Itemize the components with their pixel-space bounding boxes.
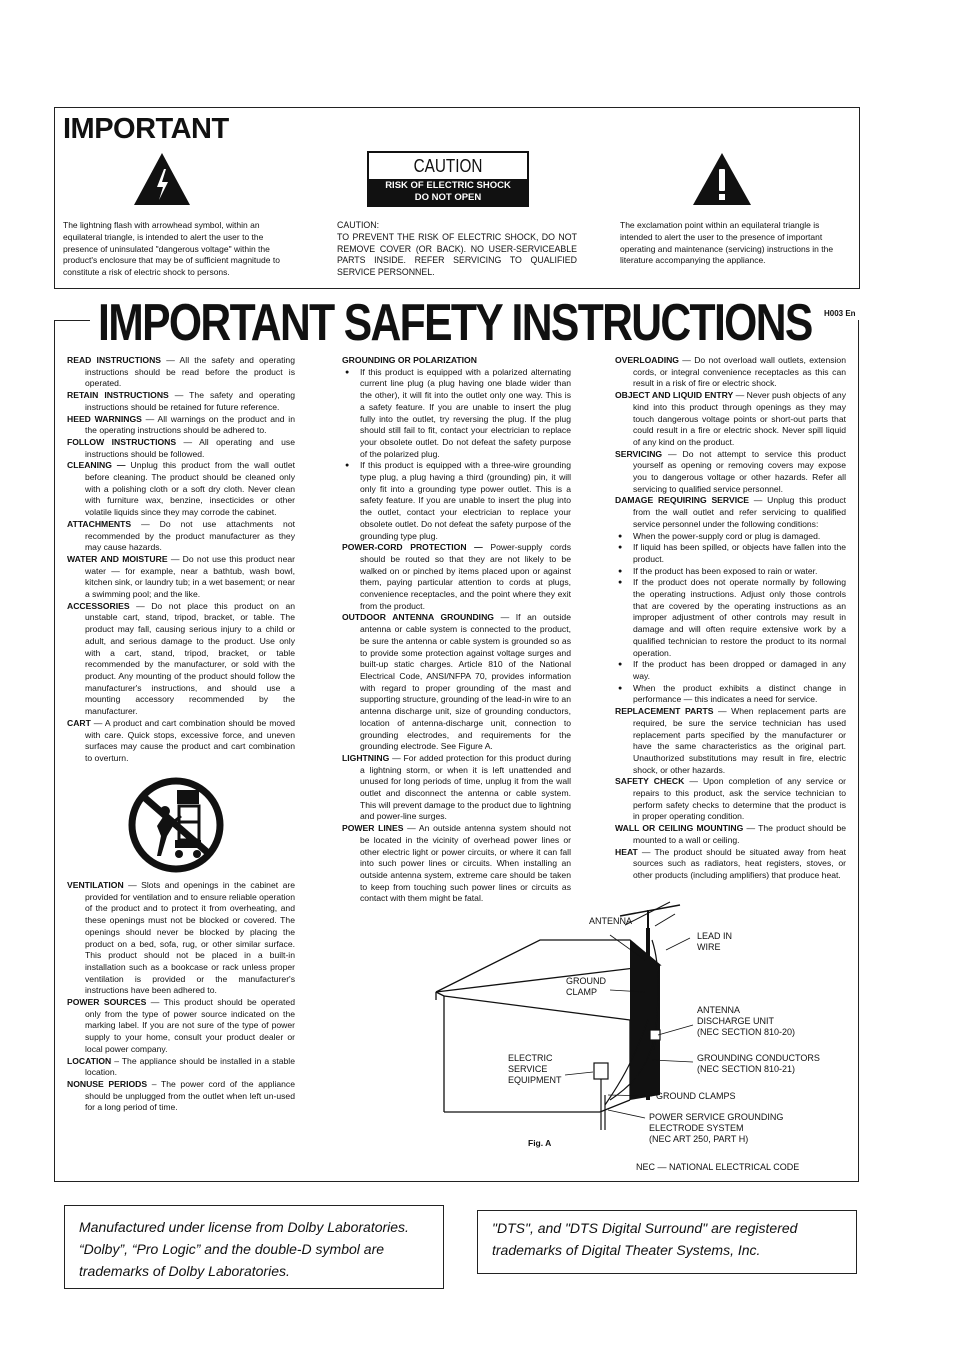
bullet-text: When the power-supply cord or plug is damaged. bbox=[633, 530, 821, 541]
instruction-item bbox=[342, 542, 571, 612]
instruction-heading: ATTACHMENTS bbox=[67, 518, 132, 529]
bullet-text: If liquid has been spilled, or objects have fallen into the product. bbox=[633, 542, 846, 564]
instruction-heading: ACCESSORIES bbox=[67, 600, 130, 611]
instruction-text: — Do not use attachments not recommended by the product manufacturer as they may cause hazards. bbox=[85, 518, 295, 553]
bullet-icon: ● bbox=[345, 368, 350, 376]
figure-ground-clamp-label: GROUND CLAMP bbox=[566, 976, 606, 997]
bullet-icon: ● bbox=[618, 567, 623, 575]
instruction-heading: WATER AND MOISTURE bbox=[67, 553, 168, 564]
instruction-text: — Do not use this product near water — for example, near a bathtub, wash bowl, kitchen sink, or laundry tub; in a wet basement; or near a swimming pool; and the like. bbox=[85, 553, 295, 600]
bullet-text: If this product is equipped with a polarized alternating current line plug (a plug having one blade wider than the other), it will fit into the outlet only one way. This is a safety feature. If you are unable to insert the plug fully into the outlet, try reversing the plug. If the plug should still fail to fit, contact your electrician to replace your obsolete outlet. Do not defeat the safety purpose of the polarized plug. bbox=[360, 366, 571, 459]
bullet-icon: ● bbox=[618, 532, 623, 540]
instruction-item bbox=[342, 823, 571, 905]
instruction-heading: LOCATION bbox=[67, 1055, 112, 1066]
instruction-item bbox=[342, 612, 571, 752]
bullet-icon: ● bbox=[618, 661, 623, 669]
lightning-description: The lightning flash with arrowhead symbol, within an equilateral triangle, is intended to alert the user to the presence of uninsulated "dangerous voltage" within the product's enclosure that may be of sufficient magnitude to constitute a risk of electric shock to persons. bbox=[63, 220, 280, 278]
instruction-text: — The product should be mounted to a wall or ceiling. bbox=[633, 823, 846, 845]
caution-text: TO PREVENT THE RISK OF ELECTRIC SHOCK, DO NOT REMOVE COVER (OR BACK). NO USER-SERVICEABLE PARTS INSIDE. REFER SERVICING TO QUALIFIED SERVICE PERSONNEL. bbox=[337, 231, 577, 278]
instruction-text: — Do not attempt to service this product yourself as opening or removing covers may expose you to dangerous voltage or other hazards. Refer all servicing to qualified service personnel. bbox=[633, 448, 846, 494]
safety-title: IMPORTANT SAFETY INSTRUCTIONS bbox=[98, 294, 812, 352]
instruction-item bbox=[615, 495, 846, 530]
instruction-text: — Unplug this product from the wall outlet and refer servicing to qualified service personnel under the following conditions: bbox=[633, 495, 846, 529]
instruction-text: — Slots and openings in the cabinet are provided for ventilation and to ensure reliable operation of the product and to protect it from overheating, and these openings must not be blocked or covered. The openings should never be blocked by placing the product on a bed, sofa, rug, or other similar surface. This product should not be placed in a built-in installation such as a bookcase or rack unless proper ventilation is provided or the manufacturer's instructions have been adhered to. bbox=[85, 880, 295, 996]
safety-column-1b bbox=[67, 880, 295, 1114]
instruction-heading: DAMAGE REQUIRING SERVICE bbox=[615, 495, 750, 506]
instruction-heading: CLEANING — bbox=[67, 460, 126, 471]
instruction-item bbox=[615, 449, 846, 496]
instruction-heading: SAFETY CHECK bbox=[615, 776, 685, 787]
figure-lead-in-label: LEAD IN WIRE bbox=[697, 931, 733, 952]
instruction-item bbox=[342, 753, 571, 823]
instruction-text: — An outside antenna system should not be located in the vicinity of overhead power lines or other electric light or power circuits, or where it can fall into such power lines or circuits. When installing an outside antenna system, extreme care should be taken to keep from touching such power lines or circuits as contact with them might be fatal. bbox=[360, 823, 572, 904]
instruction-text: – The appliance should be installed in a stable location. bbox=[85, 1055, 295, 1078]
exclamation-description: The exclamation point within an equilateral triangle is intended to alert the user to the presence of important operating and maintenance (servicing) instructions in the literature accompanying the appliance. bbox=[620, 220, 834, 266]
bullet-item bbox=[615, 659, 846, 682]
instruction-text: – The power cord of the appliance should be unplugged from the outlet when left un-used for a long period of time. bbox=[85, 1078, 295, 1113]
instruction-text: — Do not place this product on an unstable cart, stand, tripod, bracket, or table. The product may fall, causing serious injury to a child or adult, and serious damage to the product. Use only with a cart, stand, tripod, bracket, or table recommended by the manufacturer, or sold with the product. Any mounting of the product should follow the manufacturer's instructions, and should use a mounting accessory recommended by the manufacturer. bbox=[85, 600, 295, 717]
bullet-text: If the product has been dropped or damaged in any way. bbox=[633, 659, 846, 681]
instruction-heading: FOLLOW INSTRUCTIONS bbox=[67, 436, 177, 447]
instruction-item bbox=[67, 997, 295, 1056]
safety-column-2 bbox=[342, 355, 571, 905]
caution-sign-line1: RISK OF ELECTRIC SHOCK bbox=[385, 180, 511, 191]
instruction-item bbox=[67, 554, 295, 601]
instruction-item bbox=[615, 823, 846, 846]
instruction-item bbox=[67, 880, 295, 997]
bullet-text: If the product has been exposed to rain or water. bbox=[633, 565, 818, 576]
instruction-item bbox=[67, 1056, 295, 1079]
instruction-text: — All warnings on the product and in the operating instructions should be adhered to. bbox=[85, 413, 295, 436]
instruction-heading: LIGHTNING bbox=[342, 752, 390, 763]
bullet-item bbox=[615, 566, 846, 578]
lightning-warning-icon bbox=[133, 152, 191, 206]
figure-electric-label: ELECTRIC SERVICE EQUIPMENT bbox=[508, 1053, 562, 1085]
instruction-item bbox=[67, 519, 295, 554]
caution-sign-line2: DO NOT OPEN bbox=[414, 192, 482, 203]
instruction-item bbox=[67, 414, 295, 437]
exclamation-warning-icon bbox=[692, 152, 752, 206]
caution-block bbox=[337, 220, 577, 279]
instruction-text: — For added protection for this product during a lightning storm, or when it is left unattended and unused for long periods of time, unplug it from the wall outlet and disconnect the antenna or cable system. This will prevent damage to the product due to lightning and power-line surges. bbox=[360, 752, 571, 822]
bullet-text: When the product exhibits a distinct change in performance — this indicates a need for service. bbox=[633, 682, 846, 705]
bullet-item bbox=[615, 542, 846, 565]
instruction-heading: VENTILATION bbox=[67, 880, 124, 890]
instruction-text: — This product should be operated only from the type of power source indicated on the marking label. If you are not sure of the type of power supply to your home, consult your product dealer or local power company. bbox=[85, 997, 295, 1054]
figure-power-service-label: POWER SERVICE GROUNDING ELECTRODE SYSTEM (NEC ART 250, PART H) bbox=[649, 1112, 784, 1144]
cart-warning-icon bbox=[127, 776, 225, 874]
dolby-box bbox=[64, 1205, 444, 1289]
instruction-heading: HEAT bbox=[615, 846, 638, 857]
safety-column-1 bbox=[67, 355, 295, 765]
instruction-heading: OUTDOOR ANTENNA GROUNDING bbox=[342, 612, 494, 623]
instruction-item bbox=[615, 355, 846, 390]
dts-box bbox=[477, 1210, 857, 1274]
instruction-item bbox=[67, 1079, 295, 1114]
instruction-heading: REPLACEMENT PARTS bbox=[615, 706, 714, 717]
instruction-heading: NONUSE PERIODS bbox=[67, 1078, 148, 1089]
bullet-icon: ● bbox=[618, 544, 623, 552]
instruction-heading: POWER LINES bbox=[342, 823, 404, 834]
instruction-item bbox=[615, 390, 846, 449]
instruction-heading: HEED WARNINGS bbox=[67, 413, 142, 424]
instruction-text: — Never push objects of any kind into this product through openings as they may touch dangerous voltage points or short-out parts that could result in a fire or electric shock. Never spill liquid of any kind on the product. bbox=[633, 390, 847, 447]
bullet-icon: ● bbox=[618, 684, 623, 692]
instruction-item bbox=[67, 460, 295, 519]
instruction-heading: OVERLOADING bbox=[615, 355, 679, 365]
instruction-heading: READ INSTRUCTIONS bbox=[67, 355, 162, 365]
instruction-item bbox=[615, 706, 846, 776]
instruction-text: — A product and cart combination should be moved with care. Quick stops, excessive force, and uneven surfaces may cause the product and cart combination to overturn. bbox=[85, 717, 295, 763]
caution-label: CAUTION: bbox=[337, 220, 380, 230]
grounding-heading: GROUNDING OR POLARIZATION bbox=[342, 355, 477, 365]
instruction-text: — When replacement parts are required, be sure the service technician has used replacement parts specified by the manufacturer or have the same characteristics as the original part. Unauthorized substitutions may result in fire, electric shock, or other hazards. bbox=[633, 706, 846, 775]
instruction-text: — All operating and use instructions should be followed. bbox=[85, 436, 295, 459]
bullet-text: If the product does not operate normally by following the operating instructions. Adjust only those controls that are covered by the operating instructions as an improper adjustment of other controls may result in damage and will often require extensive work by a qualified technician to restore the product to its normal operation. bbox=[633, 577, 846, 658]
figure-nec-note: NEC — NATIONAL ELECTRICAL CODE bbox=[636, 1162, 800, 1172]
instruction-text: — The product should be situated away from heat sources such as radiators, heat registers, stoves, or other products (including amplifiers) that produce heat. bbox=[633, 846, 846, 880]
instruction-text: — Do not overload wall outlets, extension cords, or integral convenience receptacles as this can result in a risk of fire or electric shock. bbox=[633, 355, 846, 389]
instruction-heading: CART bbox=[67, 717, 91, 728]
instruction-text: — Upon completion of any service or repairs to this product, ask the service technician to perform safety checks to determine that the product is in proper operating condition. bbox=[633, 776, 846, 822]
instruction-item bbox=[67, 601, 295, 718]
safety-code: H003 En bbox=[824, 309, 856, 318]
instruction-text: Power-supply cords should be routed so that they are not likely to be walked on or pinched by items placed upon or against them, paying particular attention to cords at plugs, convenience receptacles, and the point where they exit from the product. bbox=[360, 542, 571, 611]
instruction-heading: SERVICING bbox=[615, 448, 663, 459]
safety-column-3 bbox=[615, 355, 846, 882]
figure-ground-clamps-label: GROUND CLAMPS bbox=[656, 1091, 736, 1101]
bullet-text: If this product is equipped with a three-wire grounding type plug, a plug having a third (grounding) pin, it will only fit into a grounding type power outlet. This is a safety feature. If you are unable to insert the plug into the outlet, contact your electrician to replace your obsolete outlet. Do not defeat the safety purpose of the grounding type plug. bbox=[360, 460, 571, 541]
figure-antenna-label: ANTENNA bbox=[589, 916, 633, 926]
dolby-notice: Manufactured under license from Dolby Laboratories. “Dolby”, “Pro Logic” and the double-D symbol are trademarks of Dolby Laboratories. bbox=[79, 1219, 409, 1279]
bullet-item bbox=[615, 531, 846, 543]
instruction-text: — The safety and operating instructions should be retained for future reference. bbox=[85, 390, 295, 412]
figure-discharge-label: ANTENNA DISCHARGE UNIT (NEC SECTION 810-20) bbox=[697, 1005, 796, 1037]
instruction-item bbox=[67, 718, 295, 765]
instruction-item bbox=[615, 847, 846, 882]
instruction-text: — If an outside antenna or cable system is connected to the product, be sure the antenna or cable system is grounded so as to provide some protection against voltage surges and built-up static charges. Article 810 of the National Electrical Code, ANSI/NFPA 70, provides information with regard to proper grounding of the mast and supporting structure, grounding of the lead-in wire to an antenna discharge unit, size of grounding conductors, location of antenna-discharge unit, connection to grounding electrodes, and requirements for the grounding electrode. See Figure A. bbox=[360, 612, 571, 752]
instruction-text: Unplug this product from the wall outlet before cleaning. The product should be cleaned only with a polishing cloth or a soft dry cloth. Never clean with furniture wax, benzine, insecticides or other volatile liquids since they may corrode the cabinet. bbox=[85, 460, 295, 518]
bullet-icon: ● bbox=[618, 579, 623, 587]
bullet-icon: ● bbox=[345, 462, 350, 470]
caution-sign bbox=[367, 151, 529, 207]
instruction-heading: RETAIN INSTRUCTIONS bbox=[67, 390, 169, 401]
figure-grounding-conductors-label: GROUNDING CONDUCTORS (NEC SECTION 810-21) bbox=[697, 1053, 820, 1074]
instruction-heading: OBJECT AND LIQUID ENTRY bbox=[615, 390, 734, 401]
bullet-item bbox=[342, 460, 571, 542]
figure-caption: Fig. A bbox=[528, 1138, 552, 1148]
bullet-item bbox=[615, 577, 846, 659]
instruction-item bbox=[615, 776, 846, 823]
instruction-text: — All the safety and operating instructions should be read before the product is operated. bbox=[85, 355, 295, 389]
instruction-heading: POWER-CORD PROTECTION — bbox=[342, 542, 483, 553]
instruction-item bbox=[67, 355, 295, 390]
bullet-item bbox=[342, 367, 571, 461]
caution-sign-top: CAUTION bbox=[413, 156, 483, 176]
instruction-heading: WALL OR CEILING MOUNTING bbox=[615, 823, 744, 834]
instruction-item bbox=[67, 437, 295, 460]
instruction-item bbox=[67, 390, 295, 413]
bullet-item bbox=[615, 683, 846, 706]
dts-notice: "DTS", and "DTS Digital Surround" are registered trademarks of Digital Theater Systems, Inc. bbox=[492, 1220, 798, 1258]
safety-box-top-left bbox=[54, 320, 90, 321]
instruction-heading: POWER SOURCES bbox=[67, 997, 147, 1008]
important-title: IMPORTANT bbox=[63, 113, 229, 145]
